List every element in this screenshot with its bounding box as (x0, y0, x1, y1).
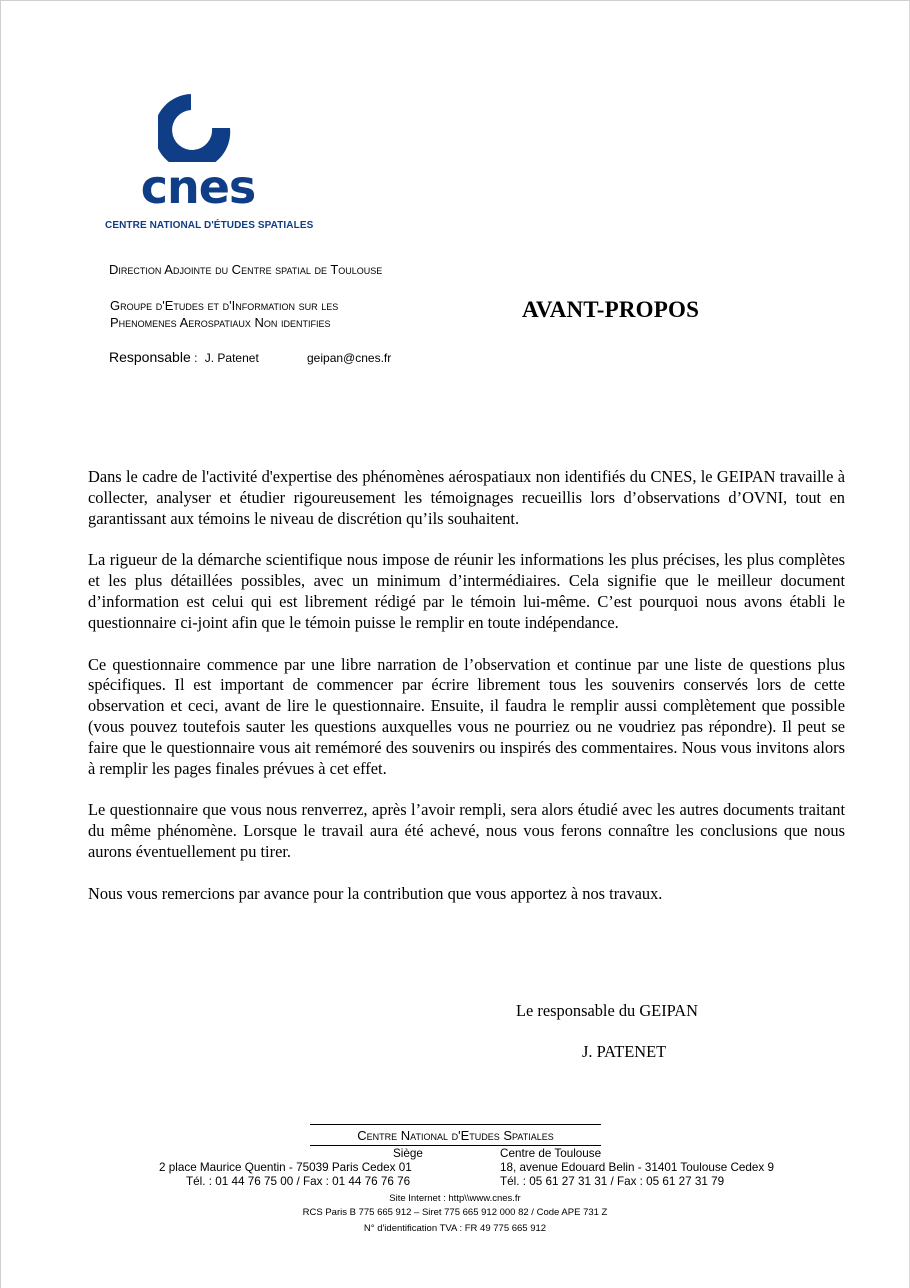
toulouse-label: Centre de Toulouse (500, 1147, 602, 1160)
footer-tva: N° d'identification TVA : FR 49 775 665 912 (363, 1223, 547, 1234)
paragraph: Dans le cadre de l'activité d'expertise des phénomènes aérospatiaux non identifiés du CNES, le GEIPAN travaille à collecter, analyser et étudier rigoureusement les témoignages recueillis lors d’observations d’OVNI, tout en garantissant aux témoins le niveau de discrétion qu’ils souhaitent. (88, 467, 845, 528)
footer-rcs: RCS Paris B 775 665 912 – Siret 775 665 912 000 82 / Code APE 731 Z (302, 1207, 608, 1218)
signature-role: Le responsable du GEIPAN (516, 1001, 698, 1020)
footer-org-name: Centre National d'Etudes Spatiales (357, 1128, 554, 1143)
footer-divider (310, 1145, 601, 1146)
responsable-email: geipan@cnes.fr (307, 351, 392, 365)
cnes-logo (100, 66, 314, 236)
paragraph: Nous vous remercions par avance pour la contribution que vous apportez à nos travaux. (88, 883, 663, 903)
siege-label: Siège (393, 1147, 423, 1160)
footer-website: Site Internet : http\\www.cnes.fr (389, 1193, 521, 1204)
responsable-name: J. Patenet (204, 351, 259, 365)
footer-divider (310, 1124, 601, 1125)
body-text (88, 467, 845, 926)
direction-heading: Direction Adjointe du Centre spatial de Toulouse (109, 262, 383, 277)
siege-phone: Tél. : 01 44 76 75 00 / Fax : 01 44 76 76 76 (186, 1175, 411, 1188)
responsable-label: Responsable (109, 349, 191, 365)
paragraph: Ce questionnaire commence par une libre narration de l’observation et continue par une liste de questions plus spécifiques. Il est important de commencer par écrire librement tous les souvenirs conservés lors de cette observation et ceci, avant de lire le questionnaire. Ensuite, il faudra le remplir aussi complètement que possible (vous pouvez toutefois sauter les questions auxquelles vous ne pourriez ou ne voudriez pas répondre). Il peut se faire que le questionnaire vous ait remémoré des souvenirs ou inspirés des commentaires. Nous vous invitons alors à remplir les pages finales prévues à cet effet. (88, 654, 845, 778)
logo-tagline: CENTRE NATIONAL D'ÉTUDES SPATIALES (105, 220, 314, 231)
groupe-line-1: Groupe d'Etudes et d'Information sur les (110, 298, 339, 313)
paragraph: La rigueur de la démarche scientifique nous impose de réunir les informations les plus précises, les plus complètes et les plus détaillées possibles, avec un minimum d’intermédiaires. Cela signifie que le meilleur document d’information est celui qui est librement rédigé par le témoin lui-même. C’est pourquoi nous avons établi le questionnaire ci-joint afin que le témoin puisse le remplir en toute indépendance. (88, 550, 845, 632)
siege-address: 2 place Maurice Quentin - 75039 Paris Cedex 01 (159, 1161, 412, 1174)
logo-wordmark: cnes (140, 160, 256, 214)
paragraph: Le questionnaire que vous nous renverrez, après l’avoir rempli, sera alors étudié avec les autres documents traitant du même phénomène. Lorsque le travail aura été achevé, nous vous ferons connaître les conclusions que nous aurons éventuellement pu tirer. (88, 800, 845, 861)
responsable-separator: : (190, 351, 201, 365)
page-title: AVANT-PROPOS (522, 297, 700, 322)
groupe-line-2: Phenomenes Aerospatiaux Non identifies (110, 315, 331, 330)
groupe-heading (110, 297, 338, 331)
toulouse-phone: Tél. : 05 61 27 31 31 / Fax : 05 61 27 31 79 (500, 1175, 725, 1188)
toulouse-address: 18, avenue Edouard Belin - 31401 Toulouse Cedex 9 (500, 1161, 774, 1174)
responsable-line (109, 349, 392, 365)
cnes-emblem-icon (158, 70, 232, 162)
signature-name: J. PATENET (582, 1042, 667, 1061)
